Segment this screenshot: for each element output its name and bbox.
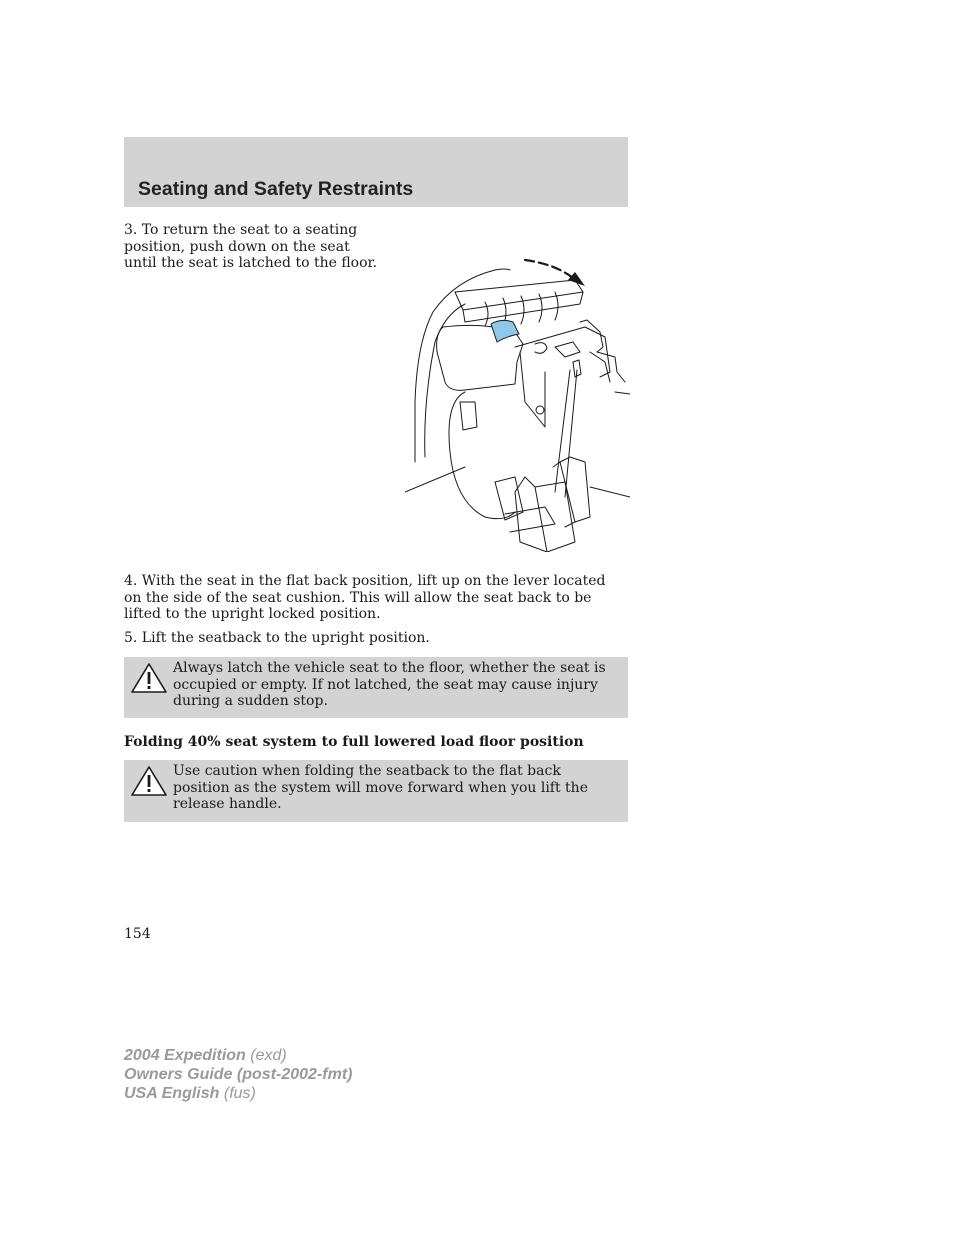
step-4-text: 4. With the seat in the flat back position, lift up on the lever located on the side of the seat cushion. This will allow the seat back to be lifted to the upright locked position.	[124, 573, 606, 622]
warning-text-latch: Always latch the vehicle seat to the floor, whether the seat is occupied or empty. If not latched, the seat may cause injury during a sudden stop.	[173, 660, 606, 709]
warning-text-caution: Use caution when folding the seatback to the flat back position as the system will move forward when you lift the release handle.	[173, 763, 588, 812]
warning-box-caution	[124, 760, 628, 822]
step-3-text: 3. To return the seat to a seating position, push down on the seat until the seat is latched to the floor.	[124, 222, 378, 271]
section-header	[124, 137, 628, 207]
footer-line-3	[124, 1084, 352, 1103]
footer-model: 2004 Expedition	[124, 1047, 246, 1064]
warning-box-latch	[124, 657, 628, 718]
footer-model-code: (exd)	[250, 1047, 287, 1064]
page-number: 154	[124, 926, 151, 942]
section-title: Seating and Safety Restraints	[138, 178, 414, 200]
footer-line-2: Owners Guide (post-2002-fmt)	[124, 1066, 353, 1083]
footer-language-code: (fus)	[223, 1085, 256, 1102]
seat-latch-illustration	[405, 252, 630, 552]
subheading-folding-40: Folding 40% seat system to full lowered load floor position	[124, 734, 584, 750]
step-5-text: 5. Lift the seatback to the upright position.	[124, 630, 430, 646]
footer-language: USA English	[124, 1085, 220, 1102]
warning-triangle-icon	[130, 662, 168, 694]
document-footer	[124, 1046, 352, 1103]
footer-line-1	[124, 1046, 352, 1065]
warning-triangle-icon	[130, 765, 168, 797]
